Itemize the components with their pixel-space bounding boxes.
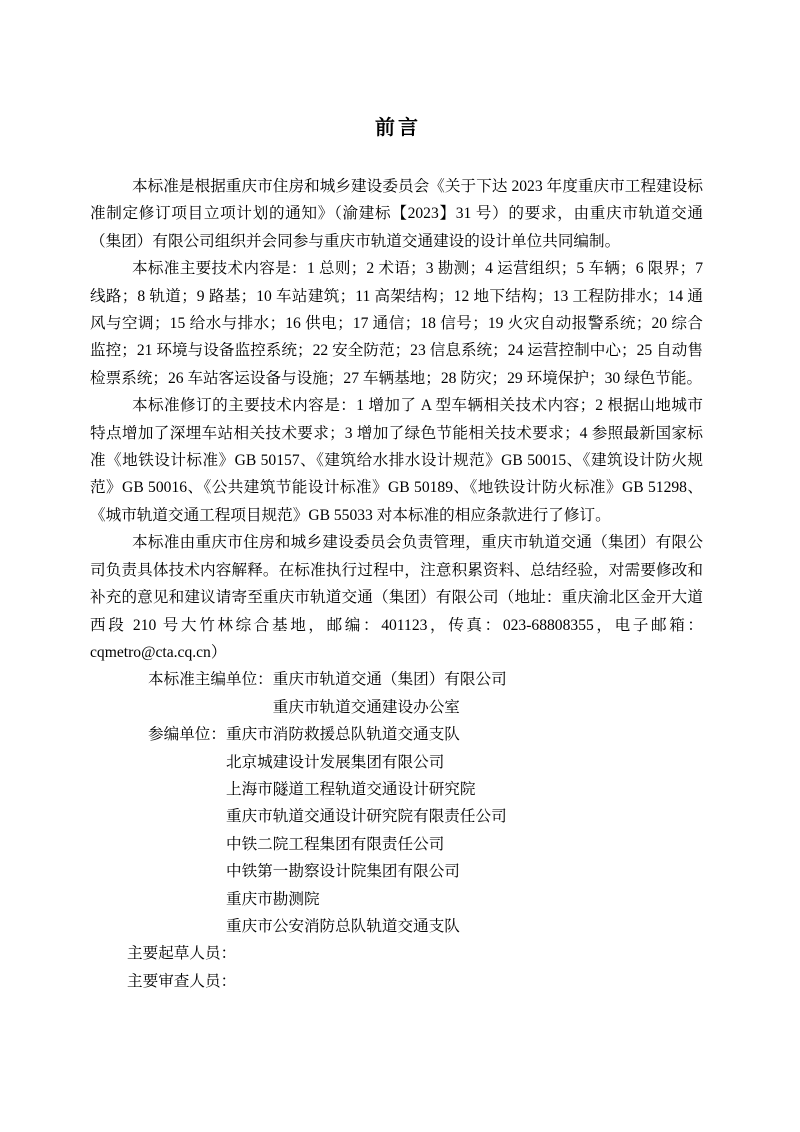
co-editor-unit: 重庆市公安消防总队轨道交通支队 — [225, 917, 460, 935]
document-body — [90, 173, 703, 995]
drafters-label: 主要起草人员： — [127, 945, 237, 963]
co-editor-unit: 中铁第一勘察设计院集团有限公司 — [225, 863, 460, 881]
chief-editor-unit: 重庆市轨道交通（集团）有限公司 — [272, 671, 507, 689]
page-title: 前言 — [375, 117, 421, 139]
contents-paragraph: 本标准主要技术内容是：1 总则；2 术语；3 勘测；4 运营组织；5 车辆；6 限界；7 线路；8 轨道；9 路基；10 车站建筑；11 高架结构；12 地下结构；13 工程防排水；14 通风与空调；15 给水与排水；16 供电；17 通信；18 信号；19 火灾自动报警系统；20 综合监控；21 环境与设备监控系统；22 安全防范；23 信息系统；24 运营控制中心；25 自动售检票系统；26 车站客运设备与设施；27 车辆基地；28 防灾；29 环境保护；30 绿色节能。 — [90, 260, 703, 387]
intro-paragraph: 本标准是根据重庆市住房和城乡建设委员会《关于下达 2023 年度重庆市工程建设标准制定修订项目立项计划的通知》（渝建标【2023】31 号）的要求，由重庆市轨道交通（集团）有限公司组织并会同参与重庆市轨道交通建设的设计单位共同编制。 — [90, 178, 703, 250]
co-editor-unit: 重庆市轨道交通设计研究院有限责任公司 — [225, 808, 507, 826]
management-paragraph: 本标准由重庆市住房和城乡建设委员会负责管理，重庆市轨道交通（集团）有限公司负责具体技术内容解释。在标准执行过程中，注意积累资料、总结经验，对需要修改和补充的意见和建议请寄至重庆市轨道交通（集团）有限公司（地址：重庆渝北区金开大道西段 210 号大竹林综合基地，邮编：401123，传真：023-68808355，电子邮箱：cqmetro@cta.cq.cn） — [90, 534, 703, 661]
co-editor-unit: 重庆市消防救援总队轨道交通支队 — [225, 726, 460, 744]
co-editor-label: 参编单位： — [148, 726, 226, 744]
co-editor-unit: 重庆市勘测院 — [225, 890, 320, 908]
co-editor-unit: 中铁二院工程集团有限责任公司 — [225, 835, 445, 853]
chief-editor-block — [148, 666, 703, 721]
reviewers-label: 主要审查人员： — [127, 972, 237, 990]
chief-editor-unit: 重庆市轨道交通建设办公室 — [272, 698, 460, 716]
chief-editor-unit-list — [273, 666, 507, 721]
chief-editor-label: 本标准主编单位： — [148, 671, 273, 689]
co-editor-unit-list — [226, 721, 507, 940]
co-editor-block — [148, 721, 703, 940]
co-editor-unit: 上海市隧道工程轨道交通设计研究院 — [225, 780, 476, 798]
revision-paragraph: 本标准修订的主要技术内容是：1 增加了 A 型车辆相关技术内容；2 根据山地城市特点增加了深埋车站相关技术要求；3 增加了绿色节能相关技术要求；4 参照最新国家标准《地铁设计标准》GB 50157、《建筑给水排水设计规范》GB 50015、《建筑设计防火规范》GB 50016、《公共建筑节能设计标准》GB 50189、《地铁设计防火标准》GB 51298、《城市轨道交通工程项目规范》GB 55033 对本标准的相应条款进行了修订。 — [90, 397, 703, 524]
co-editor-unit: 北京城建设计发展集团有限公司 — [225, 753, 445, 771]
